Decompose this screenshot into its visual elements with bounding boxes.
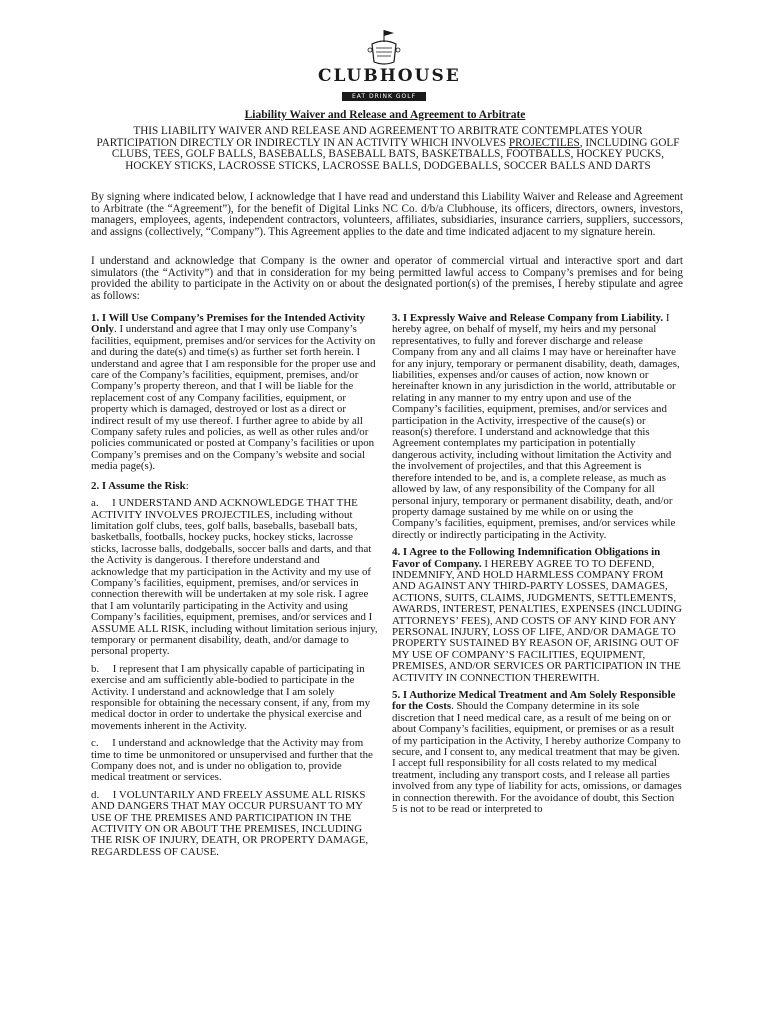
clause-b: b. I represent that I am physically capable of participating in exercise and am sufficiently able-bodied to participate in the Activity. I understand and acknowledge that I am solely responsible for obtaining the necessary consent, if any, from my medical doctor in order to undertake the physical exercise and movements inherent in the Activity.: [91, 662, 371, 732]
intro-paragraph: By signing where indicated below, I acknowledge that I have read and understand this Liability Waiver and Release and Agreement to Arbitrate (the “Agreement”), for the benefit of Digital Links NC Co. d/b/a Clubhouse, its officers, directors, owners, investors, managers, employees, agents, independent contractors, volunteers, affiliates, subsidiaries, insurance carriers, suppliers, successors, and assigns (collectively, “Company”). This Agreement applies to the date and time indicated adjacent to my signature herein.: [91, 191, 683, 238]
section-2-heading: 2. I Assume the Risk: [91, 479, 186, 492]
right-column: [392, 313, 682, 821]
caps-intro-text-end: , INCLUDING GOLF CLUBS, TEES, GOLF BALLS, BASEBALLS, BASEBALL BATS, BASKETBALLS, FOOTBALLS, HOCKEY PUCKS, HOCKEY STICKS, LACROSSE STICKS, LACROSSE BALLS, DODGEBALLS, SOCCER BALLS AND DARTS: [111, 136, 680, 172]
golf-flag-crest-icon: [364, 28, 404, 66]
section-5: [392, 690, 682, 815]
logo-tagline: EAT DRINK GOLF: [342, 92, 426, 101]
section-2: [91, 481, 378, 492]
caps-intro-underlined: PROJECTILES: [508, 136, 580, 149]
section-3-heading: 3. I Expressly Waive and Release Company from Liability.: [392, 312, 664, 324]
section-4-heading: 4. I Agree to the Following Indemnification Obligations in Favor of Company.: [392, 546, 661, 570]
caps-intro-text: THIS LIABILITY WAIVER AND RELEASE AND AGREEMENT TO ARBITRATE CONTEMPLATES YOUR PARTICIPATION DIRECTLY OR INDIRECTLY IN AN ACTIVITY WHICH INVOLVES: [96, 125, 643, 149]
section-5-heading: 5. I Authorize Medical Treatment and Am Solely Responsible for the Costs: [392, 689, 676, 713]
section-1-body: . I understand and agree that I may only use Company’s facilities, equipment, premises and/or services for the Activity on and during the date(s) and time(s) as further set forth herein. I understand and agree that I am responsible for the proper use and care of the Company’s facilities, equipment, premises, and/or Company’s property thereon, and that I will be liable for the replacement cost of any Company facilities, equipment, or property which is damaged, destroyed or lost as a direct or indirect result of my use thereof. I further agree to abide by all Company safety rules and policies, as well as other rules and/or policies communicated or posted at Company’s facilities or upon Company’s premises and on the Company’s website and social media page(s).: [91, 323, 376, 473]
document-title: Liability Waiver and Release and Agreement to Arbitrate: [244, 109, 526, 121]
left-column: [91, 313, 378, 864]
section-3-body: I hereby agree, on behalf of myself, my heirs and my personal representatives, to fully and forever discharge and release Company from any and all claims I may have or hereinafter have for any injury, temporary or permanent disability, death, damages, liabilities, expenses and/or causes of action, now known or hereinafter known in any jurisdiction in the world, attributable or relating in any manner to my entry upon and use of the Company’s facilities, equipment, premises, and/or services and participation in the Activity, irrespective of the cause(s) or reason(s) therefore. I understand and acknowledge that this Agreement contemplates my participation in potentially dangerous activity, including without limitation the Activity and the involvement of projectiles, and that this Agreement is therefore intended to be, and is, a complete release, as much as allowed by law, of any responsibility of the Company for all personal injury, temporary or permanent disability, death, and/or property damage sustained by me while on or using the Company’s facilities, equipment, premises, and/or services while directly or indirectly participating in the Activity.: [392, 312, 680, 541]
section-1: [91, 313, 378, 473]
section-3: [392, 313, 682, 541]
caps-intro: [93, 126, 683, 172]
clause-a: a. I UNDERSTAND AND ACKNOWLEDGE THAT THE ACTIVITY INVOLVES PROJECTILES, including without limitation golf clubs, tees, golf balls, baseballs, baseball bats, basketballs, footballs, hockey pucks, hockey sticks, lacrosse sticks, lacrosse balls, dodgeballs, soccer balls and darts, and that the Activity is dangerous. I therefore understand and acknowledge that my participation in the Activity and my use of Company’s facilities, equipment, premises, and/or services in connection therewith will be undertaken at my sole risk. I agree that I am voluntarily participating in the Activity and using Company’s facilities, equipment, premises, and/or services and I ASSUME ALL RISK, including without limitation serious injury, temporary or permanent disability, death, and/or damage to personal property.: [91, 497, 378, 658]
logo-wordmark: CLUBHOUSE: [318, 66, 461, 86]
section-2-colon: :: [185, 479, 189, 492]
stipulation-paragraph: I understand and acknowledge that Company is the owner and operator of commercial virtual and interactive sport and dart simulators (the “Activity”) and that in consideration for my being permitted lawful access to Company’s premises and for being provided the ability to participate in the Activity on or about the designated portion(s) of the premises, I hereby stipulate and agree as follows:: [91, 255, 683, 302]
clause-c: c. I understand and acknowledge that the Activity may from time to time be unmonitored or unsupervised and further that the Company does not, and is under no obligation to, provide medical treatment or services.: [91, 737, 373, 784]
section-4: [392, 547, 682, 684]
section-1-heading: 1. I Will Use Company’s Premises for the Intended Activity Only: [91, 312, 366, 336]
section-4-body: I HEREBY AGREE TO TO DEFEND, INDEMNIFY, AND HOLD HARMLESS COMPANY FROM AND AGAINST ANY THIRD-PARTY LOSSES, DAMAGES, ACTIONS, SUITS, CLAIMS, JUDGMENTS, SETTLEMENTS, AWARDS, INTEREST, PENALTIES, EXPENSES (INCLUDING ATTORNEYS’ FEES), AND COSTS OF ANY KIND FOR ANY PERSONAL INJURY, LOSS OF LIFE, AND/OR DAMAGE TO PROPERTY SUSTAINED BY REASON OF, ARISING OUT OF MY USE OF COMPANY’S FACILITIES, EQUIPMENT, PREMISES, AND/OR SERVICES OR PARTICIPATION IN THE ACTIVITY IN CONNECTION THEREWITH.: [392, 557, 682, 684]
section-5-body: . Should the Company determine in its sole discretion that I need medical care, as a result of me being on or about Company’s facilities, equipment, or premises or as a result of my participation in the Activity, I hereby authorize Company to secure, and I consent to, any medical treatment that may be given. I accept full responsibility for all costs related to my medical treatment, including any transport costs, and I release all parties involved from any type of liability for acts, omissions, or damages in connection therewith. For the avoidance of doubt, this Section 5 is not to be read or interpreted to: [392, 700, 682, 816]
clubhouse-logo: [318, 28, 461, 108]
clause-d: d. I VOLUNTARILY AND FREELY ASSUME ALL RISKS AND DANGERS THAT MAY OCCUR PURSUANT TO MY USE OF THE PREMISES AND PARTICIPATION IN THE ACTIVITY ON OR ABOUT THE PREMISES, INCLUDING THE RISK OF INJURY, DEATH, OR PROPERTY DAMAGE, REGARDLESS OF CAUSE.: [91, 788, 369, 858]
